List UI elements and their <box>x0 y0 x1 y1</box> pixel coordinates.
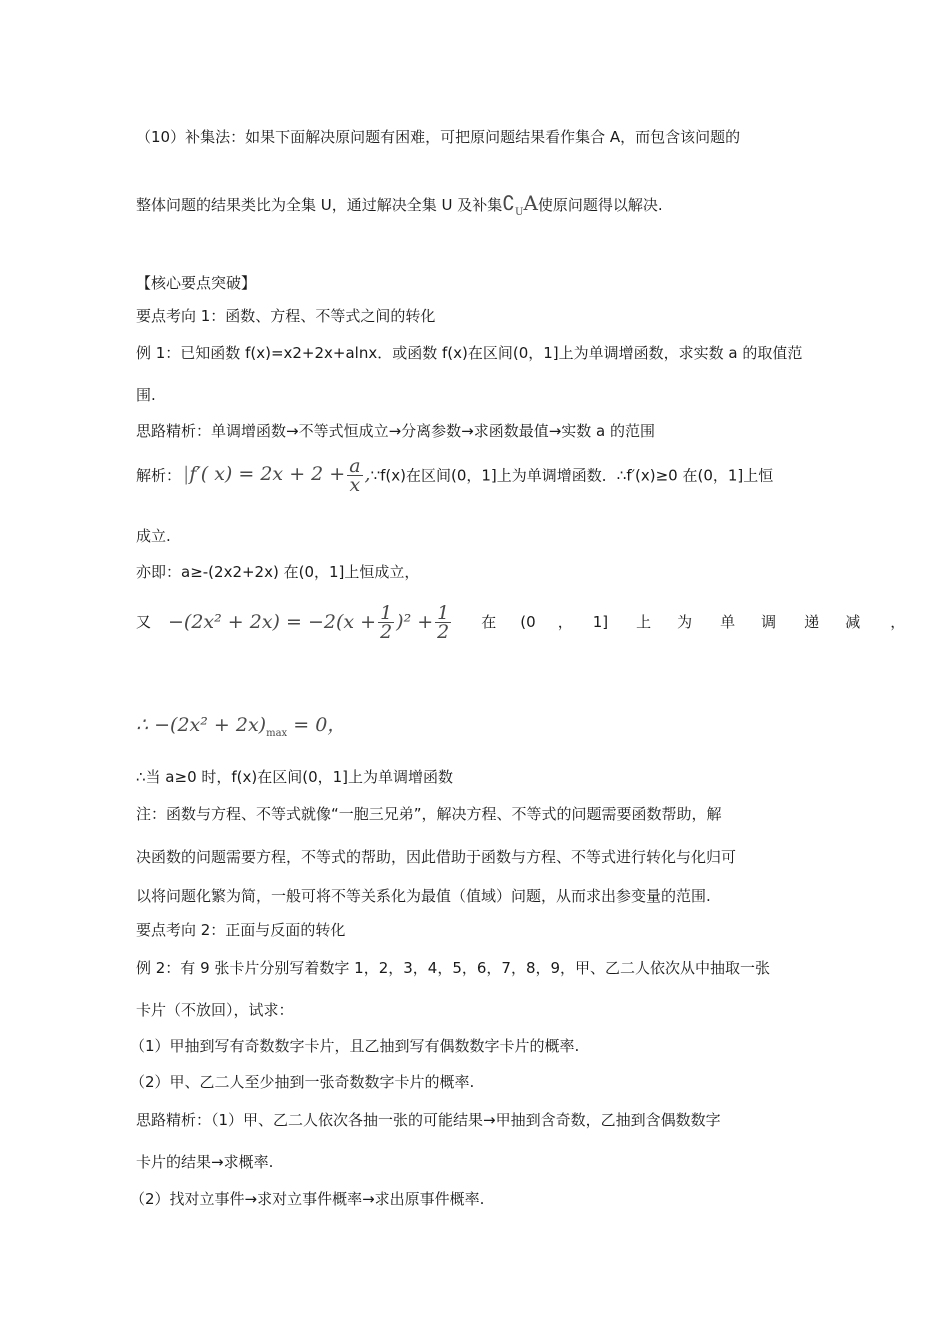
p10-line2-b: 使原问题得以解决. <box>537 196 663 214</box>
you-tail-token: 单 <box>720 612 736 631</box>
ex1-solution <box>136 456 773 494</box>
p10-line1: （10）补集法：如果下面解决原问题有困难，可把原问题结果看作集合 A，而包含该问题的 <box>136 128 741 146</box>
ex2-q1: （1）甲抽到写有奇数数字卡片，且乙抽到写有偶数数字卡片的概率. <box>130 1037 580 1055</box>
you-tail-token: (0 <box>520 612 536 631</box>
you-tail-token: 在 <box>481 612 497 631</box>
you-tail-token: 递 <box>804 612 820 631</box>
you-tail-token: 减 <box>845 612 861 631</box>
you-tail-token: 1] <box>592 612 609 631</box>
ex2-idea2: 卡片的结果→求概率. <box>136 1153 274 1171</box>
ex2-q2: （2）甲、乙二人至少抽到一张奇数数字卡片的概率. <box>130 1073 475 1091</box>
you-tail-token: ， <box>890 612 906 631</box>
p10-line2 <box>136 193 663 223</box>
square-formula: −(2x² + 2x) = −2(x + $\frac{1}{2}$ )² + $\frac{1}{2}$ <box>168 602 450 643</box>
ex1-idea: 思路精析：单调增函数→不等式恒成立→分离参数→求函数最值→实数 a 的范围 <box>136 422 656 440</box>
note-line1: 注：函数与方程、不等式就像“一胞三兄弟”，解决方程、不等式的问题需要函数帮助，解 <box>136 805 722 823</box>
max-formula: ∴ $-(2x^2 + 2x)_{max} = 0$， <box>136 714 347 739</box>
ex1-line2: 围. <box>136 386 156 404</box>
solution-rest: ∵f(x)在区间(0，1]上为单调增函数．∴f′(x)≥0 在(0，1]上恒 <box>370 466 774 485</box>
solution-line2: 成立. <box>136 527 171 545</box>
ex2-idea3: （2）找对立事件→求对立事件概率→求出原事件概率. <box>130 1190 485 1208</box>
ex2-line2: 卡片（不放回），试求： <box>136 1001 294 1019</box>
you-tail-token: 上 <box>636 612 652 631</box>
ex1-line1: 例 1：已知函数 f(x)=x2+2x+alnx．或函数 f(x)在区间(0，1]上为单调增函数，求实数 a 的取值范 <box>136 344 803 362</box>
you-tail-token: 为 <box>677 612 693 631</box>
point2-title: 要点考向 2：正面与反面的转化 <box>136 921 346 939</box>
ex2-idea1: 思路精析：（1）甲、乙二人依次各抽一张的可能结果→甲抽到含奇数，乙抽到含偶数数字 <box>136 1111 721 1129</box>
also-line: 亦即：a≥-(2x2+2x) 在(0，1]上恒成立， <box>136 563 420 581</box>
section-title: 【核心要点突破】 <box>136 274 257 292</box>
you-line <box>136 600 906 643</box>
you-tail-token: ， <box>557 612 573 631</box>
you-tail <box>457 601 905 643</box>
note-line3: 以将问题化繁为简，一般可将不等关系化为最值（值域）问题，从而求出参变量的范围. <box>136 887 711 905</box>
ex2-line1: 例 2：有 9 张卡片分别写着数字 1，2，3，4，5，6，7，8，9，甲、乙二人依次从中抽取一张 <box>136 959 771 977</box>
conclusion-line: ∴当 a≥0 时，f(x)在区间(0，1]上为单调增函数 <box>136 768 454 786</box>
you-tail-token: 调 <box>761 612 777 631</box>
note-line2: 决函数的问题需要方程，不等式的帮助，因此借助于函数与方程、不等式进行转化与化归可 <box>136 848 737 866</box>
complement-symbol: $∁_UA$ <box>502 191 538 218</box>
p10-line2-a: 整体问题的结果类比为全集 U，通过解决全集 U 及补集 <box>136 196 503 214</box>
derivative-formula: |f′( x) = 2x + 2 + $\frac{a}{x}$ , <box>183 454 371 496</box>
solution-label: 解析： <box>136 466 182 485</box>
you-label: 又 <box>136 612 152 631</box>
point1-title: 要点考向 1：函数、方程、不等式之间的转化 <box>136 307 436 325</box>
